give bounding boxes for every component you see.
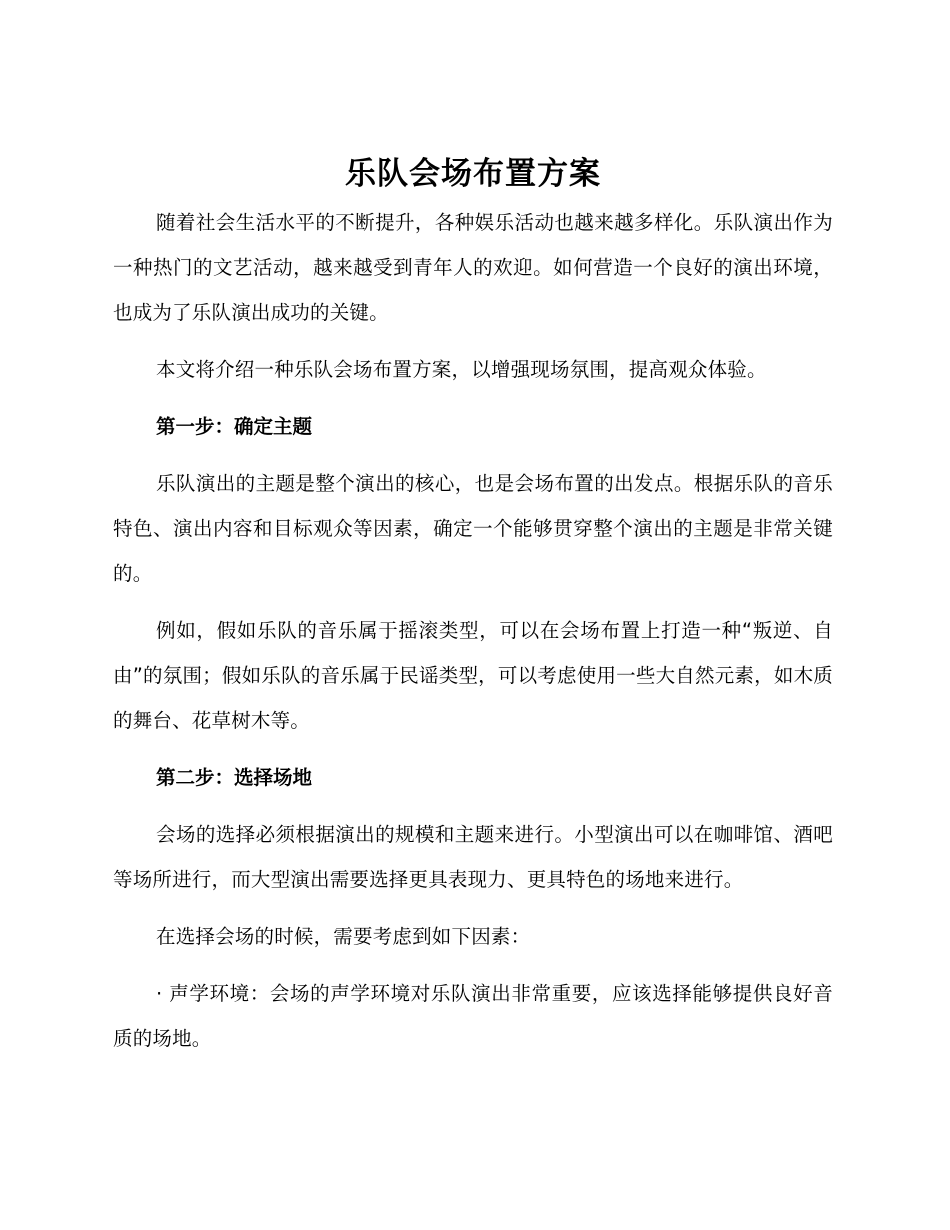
paragraph-theme-example: 例如，假如乐队的音乐属于摇滚类型，可以在会场布置上打造一种“叛逆、自由”的氛围；假如乐队的音乐属于民谣类型，可以考虑使用一些大自然元素，如木质的舞台、花草树木等。 xyxy=(113,619,833,732)
section-heading-step-1: 第一步：确定主题 xyxy=(156,415,313,438)
paragraph-theme-core: 乐队演出的主题是整个演出的核心，也是会场布置的出发点。根据乐队的音乐特色、演出内容和目标观众等因素，确定一个能够贯穿整个演出的主题是非常关键的。 xyxy=(113,472,833,585)
paragraph-intro: 随着社会生活水平的不断提升，各种娱乐活动也越来越多样化。乐队演出作为一种热门的文艺活动，越来越受到青年人的欢迎。如何营造一个良好的演出环境，也成为了乐队演出成功的关键。 xyxy=(113,211,833,324)
document-page xyxy=(113,148,833,1073)
paragraph-venue-factors: 在选择会场的时候，需要考虑到如下因素： xyxy=(156,925,531,948)
document-title: 乐队会场布置方案 xyxy=(345,156,601,192)
list-item-acoustics: · 声学环境：会场的声学环境对乐队演出非常重要，应该选择能够提供良好音质的场地。 xyxy=(113,982,833,1050)
section-heading-step-2: 第二步：选择场地 xyxy=(156,766,313,789)
paragraph-purpose: 本文将介绍一种乐队会场布置方案，以增强现场氛围，提高观众体验。 xyxy=(156,358,767,381)
paragraph-venue-choice: 会场的选择必须根据演出的规模和主题来进行。小型演出可以在咖啡馆、酒吧等场所进行，而大型演出需要选择更具表现力、更具特色的场地来进行。 xyxy=(113,823,833,891)
